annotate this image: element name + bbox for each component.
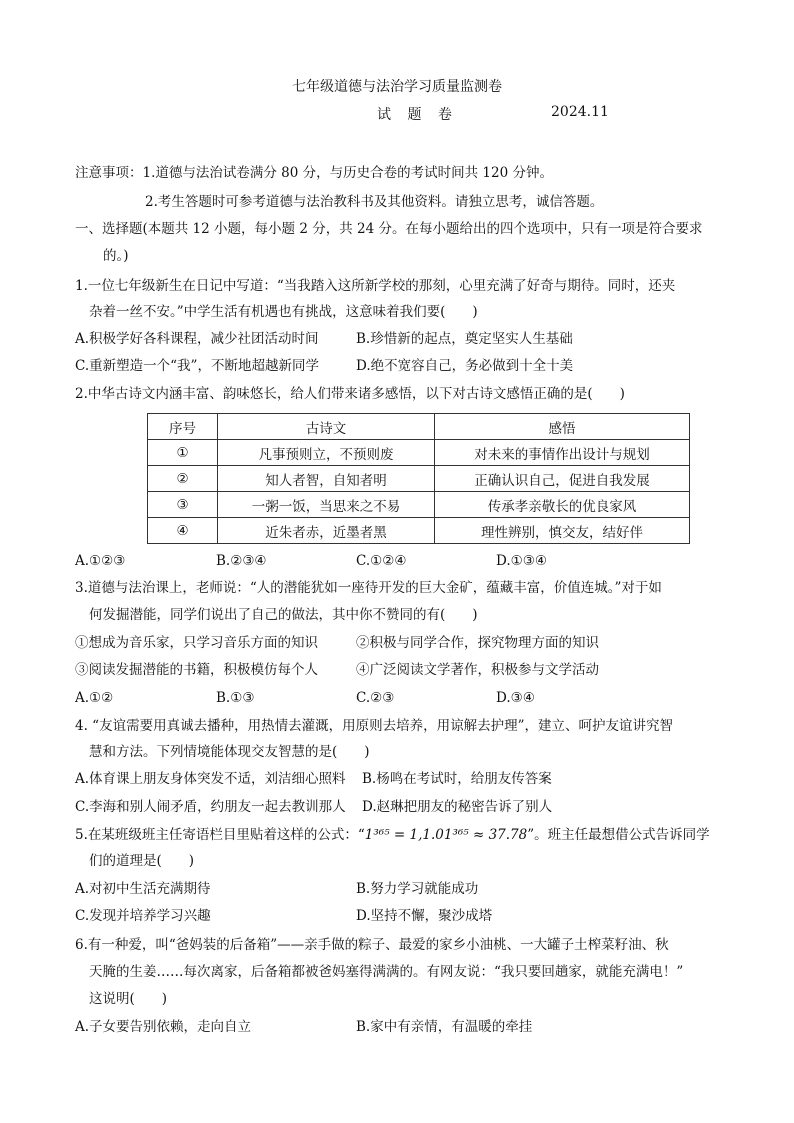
notice-line-2: 2.考生答题时可参考道德与法治教科书及其他资料。请独立思考，诚信答题。 [145, 194, 604, 210]
q4-option-a: A.体育课上朋友身体突发不适，刘洁细心照料 [75, 771, 346, 787]
q2-option-b: B.②③④ [216, 553, 267, 569]
table-cell: 传承孝亲敬长的优良家风 [435, 492, 690, 518]
exam-subtitle: 试 题 卷 [377, 107, 458, 123]
table-row [148, 440, 690, 466]
table-cell: ② [148, 466, 218, 492]
table-header-cell: 序号 [148, 414, 218, 440]
q1-option-a: A.积极学好各科课程，减少社团活动时间 [75, 331, 319, 347]
q5-stem-text-end: ”。班主任最想借公式告诉同学 [527, 827, 710, 843]
q6-option-a: A.子女要告别依赖，走向自立 [75, 1019, 252, 1035]
q3-statement-1: ①想成为音乐家，只学习音乐方面的知识 [75, 635, 318, 651]
q6-option-b: B.家中有亲情，有温暖的牵挂 [356, 1019, 533, 1035]
exam-date: 2024.11 [551, 104, 609, 120]
q3-statement-2: ②积极与同学合作，探究物理方面的知识 [356, 635, 599, 651]
exam-title: 七年级道德与法治学习质量监测卷 [292, 79, 502, 95]
q1-option-d: D.绝不宽容自己，务必做到十全十美 [356, 358, 574, 374]
table-cell: 知人者智，自知者明 [218, 466, 435, 492]
q4-stem-line-1: 4. “友谊需要用真诚去播种，用热情去灌溉，用原则去培养，用谅解去护理”，建立、呵护友谊讲究智 [75, 718, 673, 734]
table-header-cell: 古诗文 [218, 414, 435, 440]
q4-option-d: D.赵琳把朋友的秘密告诉了别人 [362, 799, 553, 815]
table-cell: 一粥一饭，当思来之不易 [218, 492, 435, 518]
q2-stem: 2.中华古诗文内涵丰富、韵味悠长，给人们带来诸多感悟，以下对古诗文感悟正确的是( ) [75, 386, 625, 402]
table-cell: 凡事预则立，不预则废 [218, 440, 435, 466]
q6-stem-line-3: 这说明( ) [89, 991, 168, 1007]
q4-option-c: C.李海和别人闹矛盾，约朋友一起去教训那人 [75, 799, 346, 815]
table-cell: ④ [148, 518, 218, 544]
table-row [148, 518, 690, 544]
q3-statement-3: ③阅读发掘潜能的书籍，积极模仿每个人 [75, 662, 318, 678]
q6-stem-line-2: 天腌的生姜……每次离家，后备箱都被爸妈塞得满满的。有网友说：“我只要回趟家，就能充满电！” [89, 964, 684, 980]
section-heading: 一、选择题(本题共 12 小题，每小题 2 分，共 24 分。在每小题给出的四个选项中，只有一项是符合要求 [75, 221, 703, 237]
table-header-row [148, 414, 690, 440]
q2-option-a: A.①②③ [75, 553, 126, 569]
q2-option-c: C.①②④ [356, 553, 407, 569]
q3-option-b: B.①③ [216, 690, 255, 706]
table-cell: 对未来的事情作出设计与规划 [435, 440, 690, 466]
q3-option-a: A.①② [75, 690, 114, 706]
q5-option-b: B.努力学习就能成功 [356, 881, 479, 897]
q5-option-a: A.对初中生活充满期待 [75, 881, 211, 897]
table-cell: ③ [148, 492, 218, 518]
q3-stem-line-1: 3.道德与法治课上，老师说：“人的潜能犹如一座待开发的巨大金矿，蕴藏丰富，价值连城。”对于如 [75, 580, 662, 596]
q5-option-d: D.坚持不懈，聚沙成塔 [356, 908, 493, 924]
poem-table [147, 413, 690, 544]
q5-formula: 1³⁶⁵ = 1,1.01³⁶⁵ ≈ 37.78 [364, 827, 528, 843]
table-cell: ① [148, 440, 218, 466]
table-header-cell: 感悟 [435, 414, 690, 440]
notice-line-1: 注意事项：1.道德与法治试卷满分 80 分，与历史合卷的考试时间共 120 分钟。 [75, 165, 553, 181]
q4-stem-line-2: 慧和方法。下列情境能体现交友智慧的是( ) [89, 744, 370, 760]
q6-stem-line-1: 6.有一种爱，叫“爸妈装的后备箱”——亲手做的粽子、最爱的家乡小油桃、一大罐子土榨菜籽油、秋 [75, 937, 669, 953]
q5-stem-line-2: 们的道理是( ) [89, 853, 195, 869]
q1-option-b: B.珍惜新的起点，奠定坚实人生基础 [356, 331, 573, 347]
table-cell: 理性辨别，慎交友，结好伴 [435, 518, 690, 544]
table-row [148, 492, 690, 518]
table-row [148, 466, 690, 492]
q4-option-b: B.杨鸣在考试时，给朋友传答案 [362, 771, 552, 787]
q1-option-c: C.重新塑造一个“我”，不断地超越新同学 [75, 358, 319, 374]
q5-stem-line-1 [75, 825, 710, 845]
q3-statement-4: ④广泛阅读文学著作，积极参与文学活动 [356, 662, 599, 678]
table-cell: 正确认识自己，促进自我发展 [435, 466, 690, 492]
table-cell: 近朱者赤，近墨者黑 [218, 518, 435, 544]
q3-stem-line-2: 何发掘潜能，同学们说出了自己的做法，其中你不赞同的有( ) [89, 607, 478, 623]
q2-option-d: D.①③④ [496, 553, 547, 569]
q3-option-c: C.②③ [356, 690, 395, 706]
q3-option-d: D.③④ [496, 690, 535, 706]
q5-stem-text: 5.在某班级班主任寄语栏目里贴着这样的公式：“ [75, 827, 365, 843]
q1-stem-line-2: 杂着一丝不安。”中学生活有机遇也有挑战，这意味着我们要( ) [89, 304, 478, 320]
q1-stem-line-1: 1.一位七年级新生在日记中写道：“当我踏入这所新学校的那刻，心里充满了好奇与期待。同时，还夹 [75, 278, 676, 294]
section-heading-cont: 的。) [103, 248, 129, 264]
q5-option-c: C.发现并培养学习兴趣 [75, 908, 211, 924]
